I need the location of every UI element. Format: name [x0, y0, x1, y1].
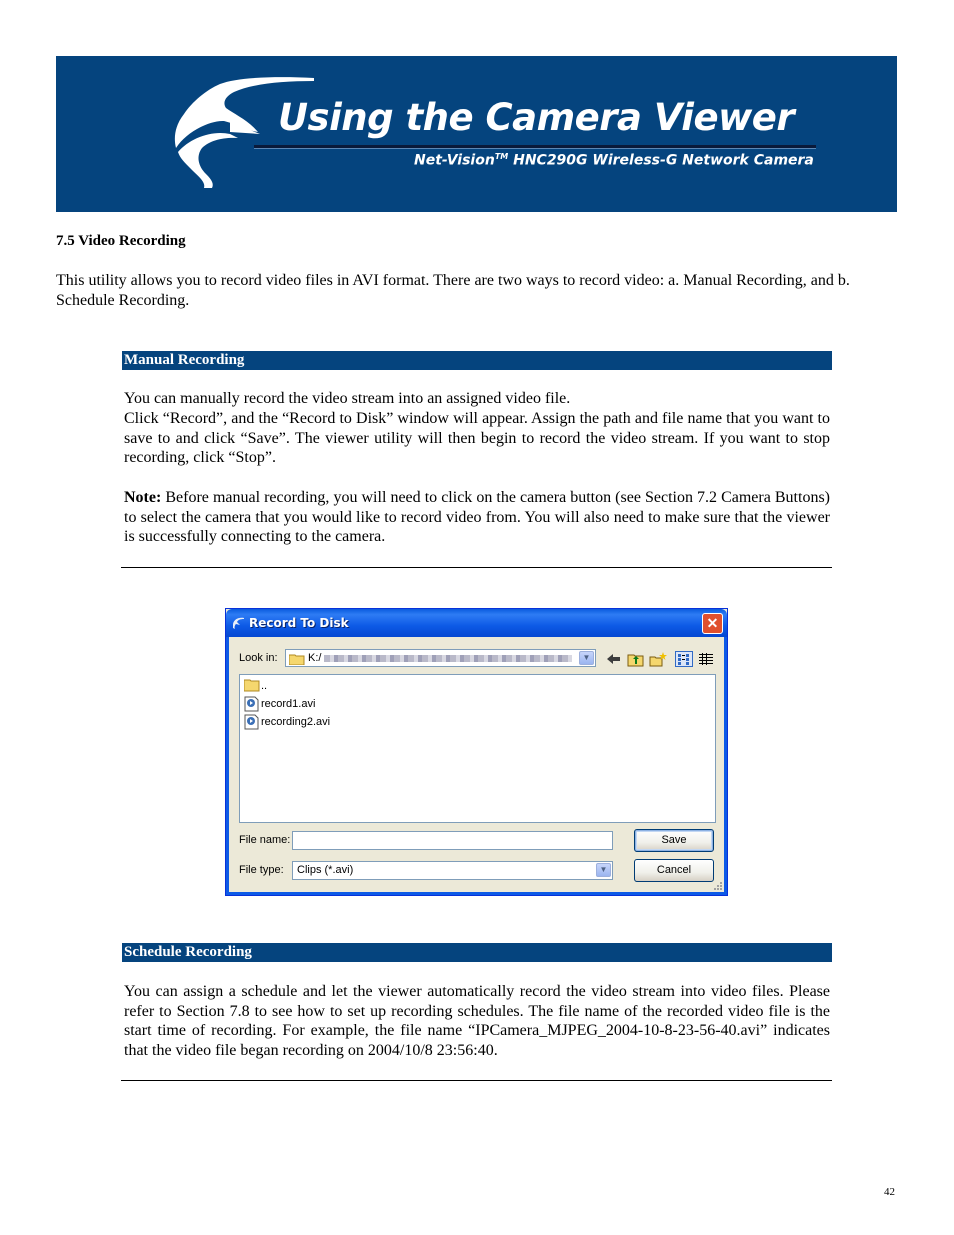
product-model: HNC290G Wireless-G Network Camera [513, 152, 814, 169]
dialog-border-left [226, 637, 229, 895]
chevron-down-icon[interactable]: ▼ [579, 651, 594, 665]
video-file-icon [244, 714, 260, 730]
section-intro: This utility allows you to record video files in AVI format. There are two ways to record video: a. Manual Recording, and b. Schedule Recording. [56, 272, 850, 309]
up-folder-icon[interactable] [627, 651, 645, 667]
folder-icon [244, 678, 260, 692]
file-name: recording2.avi [261, 716, 331, 728]
file-name-input[interactable] [292, 831, 613, 850]
divider [121, 1080, 832, 1081]
resize-grip-icon[interactable] [713, 881, 723, 891]
video-file-icon [244, 696, 260, 712]
close-button[interactable] [702, 613, 723, 634]
file-type-value: Clips (*.avi) [297, 864, 354, 876]
banner-divider-highlight [254, 148, 816, 149]
close-icon: ✕ [706, 615, 719, 631]
manual-recording-instructions: Click “Record”, and the “Record to Disk” window will appear. Assign the path and file name that you want to save to and click “Save”. The viewer utility will then begin to record the video stream. If you want to stop recording, click “Stop”. [124, 410, 830, 467]
page-number: 42 [884, 1186, 895, 1198]
banner-title: Using the Camera Viewer [278, 96, 795, 139]
divider [121, 567, 832, 568]
camera-viewer-icon [231, 616, 245, 630]
record-to-disk-dialog [225, 608, 728, 896]
look-in-value: K:/ [308, 652, 322, 664]
cancel-button[interactable]: Cancel [634, 859, 714, 882]
file-type-label: File type: [239, 864, 284, 876]
file-name: record1.avi [261, 698, 316, 710]
note-text: Before manual recording, you will need to click on the camera button (see Section 7.2 Camera Buttons) to select the camera that you would like to record video from. You will also need to make sure that the viewer is successfully connecting to the camera. [124, 489, 830, 546]
note-label: Note: [124, 489, 162, 506]
details-view-icon[interactable] [697, 651, 715, 667]
manual-recording-note [124, 488, 830, 547]
file-name-label: File name: [239, 834, 291, 846]
file-type-select[interactable] [292, 861, 613, 880]
back-arrow-icon[interactable] [605, 651, 623, 667]
dialog-border-bottom [226, 892, 727, 895]
section-heading: 7.5 Video Recording [56, 233, 186, 249]
banner-subtitle [414, 152, 814, 169]
manual-recording-heading: Manual Recording [122, 351, 832, 370]
folder-icon [289, 653, 305, 665]
look-in-select[interactable] [285, 649, 596, 667]
look-in-label: Look in: [239, 652, 278, 664]
list-view-icon[interactable] [675, 651, 693, 667]
dialog-titlebar[interactable] [226, 609, 727, 637]
file-list[interactable] [239, 674, 716, 823]
file-name: .. [261, 680, 268, 692]
product-name: Net-Vision [414, 152, 495, 169]
dialog-title: Record To Disk [249, 616, 349, 630]
chevron-down-icon[interactable]: ▼ [596, 863, 611, 877]
look-in-path-redacted [324, 655, 572, 662]
new-folder-icon[interactable] [649, 651, 667, 667]
dialog-border-right [724, 637, 727, 895]
manual-recording-line1: You can manually record the video stream into an assigned video file. [124, 390, 571, 407]
schedule-recording-heading: Schedule Recording [122, 943, 832, 962]
save-button[interactable]: Save [634, 829, 714, 852]
schedule-recording-text: You can assign a schedule and let the viewer automatically record the video stream into video files. Please refer to Section 7.8 to see how to set up recording schedules. The file name of the recorded video file is the start time of recording. For example, the file name “IPCamera_MJPEG_2004-10-8-23-56-40.avi” indicates that the video file began recording on 2004/10/8 23:56:40. [124, 983, 830, 1060]
header-banner [56, 56, 897, 212]
trademark-mark: TM [494, 152, 509, 161]
